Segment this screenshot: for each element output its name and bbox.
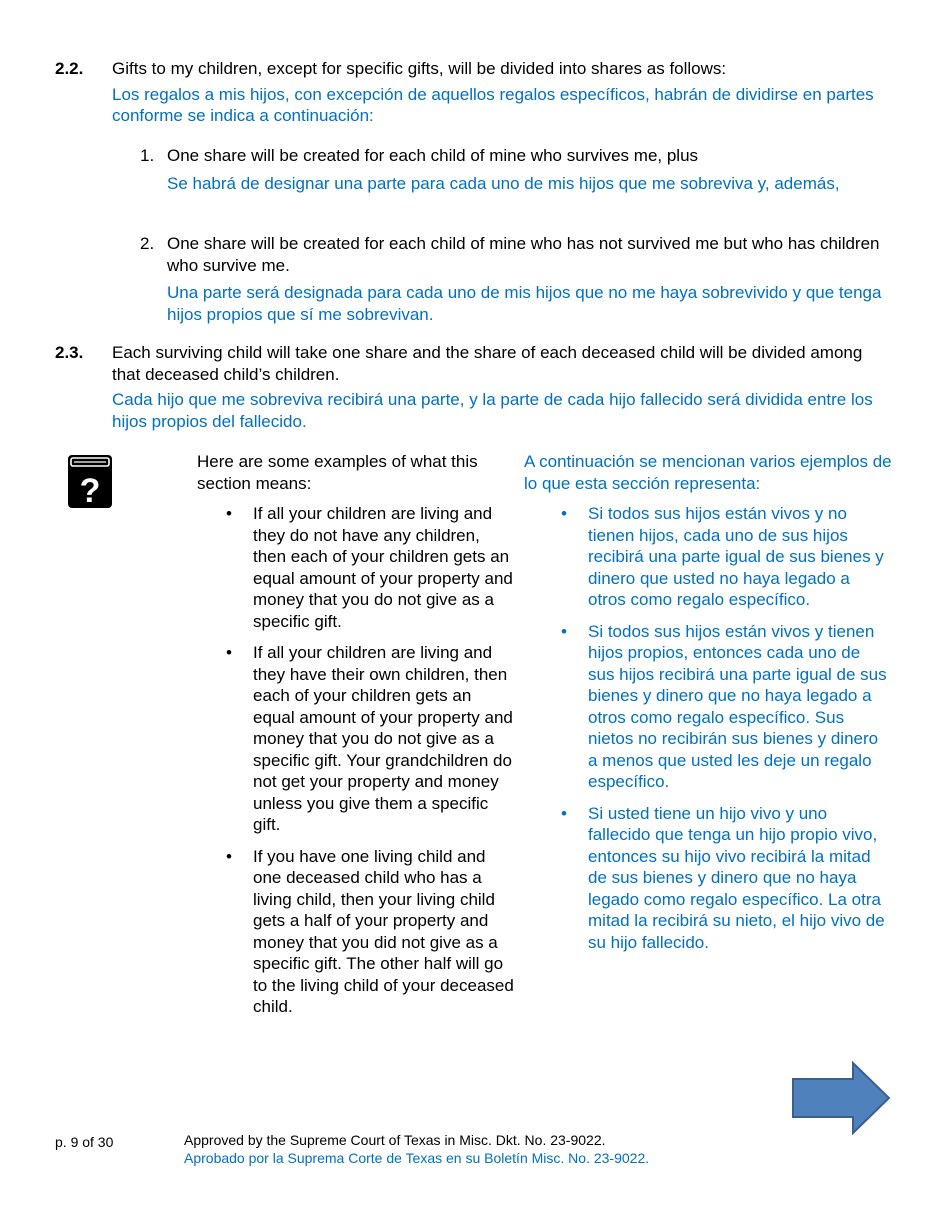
approval-english: Approved by the Supreme Court of Texas in Misc. Dkt. No. 23-9022.	[184, 1132, 606, 1148]
example-1-english: If all your children are living and they do not have any children, then each of your children gets an equal amount of your property and money that you do not give as a specific gift.	[253, 504, 513, 631]
list-item	[167, 233, 887, 325]
bullet: •	[226, 504, 232, 523]
example-2-english: If all your children are living and they have their own children, then each of your children gets an equal amount of your property and money that you do not give as a specific gift. Your grandchildren do not get your property and money unless you give them a specific gift.	[253, 643, 513, 834]
examples-intro-english: Here are some examples of what this section means:	[197, 452, 478, 493]
approval-spanish: Aprobado por la Suprema Corte de Texas en su Boletín Misc. No. 23-9022.	[184, 1150, 650, 1166]
section-2-2-english: Gifts to my children, except for specific gifts, will be divided into shares as follows:	[112, 59, 727, 78]
bullet: •	[561, 803, 567, 823]
examples-intro-spanish: A continuación se mencionan varios ejemplos de lo que esta sección representa:	[524, 452, 892, 493]
item-2-english: One share will be created for each child of mine who has not survived me but who has children who survive me.	[167, 234, 880, 275]
svg-text:?: ?	[79, 472, 101, 510]
list-item	[561, 621, 890, 793]
bullet: •	[226, 846, 232, 866]
example-3-spanish: Si usted tiene un hijo vivo y uno fallecido que tenga un hijo propio vivo, entonces su hijo vivo recibirá la mitad de sus bienes y dinero que no haya legado como regalo específico. La otra mitad la recibirá su nieto, el hijo vivo de su hijo fallecido.	[588, 803, 885, 952]
book-question-icon	[66, 452, 114, 510]
item-1-spanish: Se habrá de designar una parte para cada uno de mis hijos que me sobreviva y, además,	[167, 173, 840, 193]
bullet: •	[561, 504, 567, 523]
page-number: p. 9 of 30	[55, 1134, 114, 1150]
section-2-3	[112, 342, 892, 432]
list-item	[226, 846, 515, 1018]
bullet: •	[226, 643, 232, 662]
list-item	[561, 803, 890, 954]
next-page-arrow-icon[interactable]	[790, 1060, 892, 1136]
section-2-2-spanish: Los regalos a mis hijos, con excepción de aquellos regalos específicos, habrán de dividirse en partes conforme se indica a continuación:	[112, 84, 874, 125]
list-item	[167, 145, 867, 194]
footer-approval	[184, 1131, 784, 1167]
bullet: •	[561, 621, 567, 641]
list-item	[561, 503, 890, 611]
section-number-2-2: 2.2.	[55, 59, 84, 78]
section-2-3-english: Each surviving child will take one share and the share of each deceased child will be divided among that deceased child’s children.	[112, 343, 863, 384]
example-3-english: If you have one living child and one deceased child who has a living child, then your living child gets a half of your property and money that you did not give as a specific gift. The other half will go to the living child of your deceased child.	[253, 846, 514, 1016]
example-1-spanish: Si todos sus hijos están vivos y no tienen hijos, cada uno de sus hijos recibirá una parte igual de sus bienes y dinero que usted no haya legado a otros como regalo específico.	[588, 504, 884, 609]
section-2-2	[112, 58, 902, 127]
example-2-spanish: Si todos sus hijos están vivos y tienen hijos propios, entonces cada uno de sus hijos recibirá una parte igual de sus bienes y dinero que no haya legado a otros como regalo específico. Sus nietos no recibirán sus bienes y dinero a menos que usted les deje un regalo específico.	[588, 621, 887, 791]
item-2-spanish: Una parte será designada para cada uno de mis hijos que no me haya sobrevivido y que tenga hijos propios que sí me sobrevivan.	[167, 283, 882, 324]
examples-list-spanish	[561, 503, 890, 953]
examples-list-english	[226, 503, 515, 1018]
list-item	[226, 642, 515, 836]
item-1-english: One share will be created for each child of mine who survives me, plus	[167, 146, 699, 165]
item-number-1: 1.	[140, 146, 155, 165]
section-2-3-spanish: Cada hijo que me sobreviva recibirá una parte, y la parte de cada hijo fallecido será dividida entre los hijos propios del fallecido.	[112, 390, 873, 431]
item-number-2: 2.	[140, 234, 155, 253]
section-number-2-3: 2.3.	[55, 343, 84, 362]
list-item	[226, 503, 515, 632]
